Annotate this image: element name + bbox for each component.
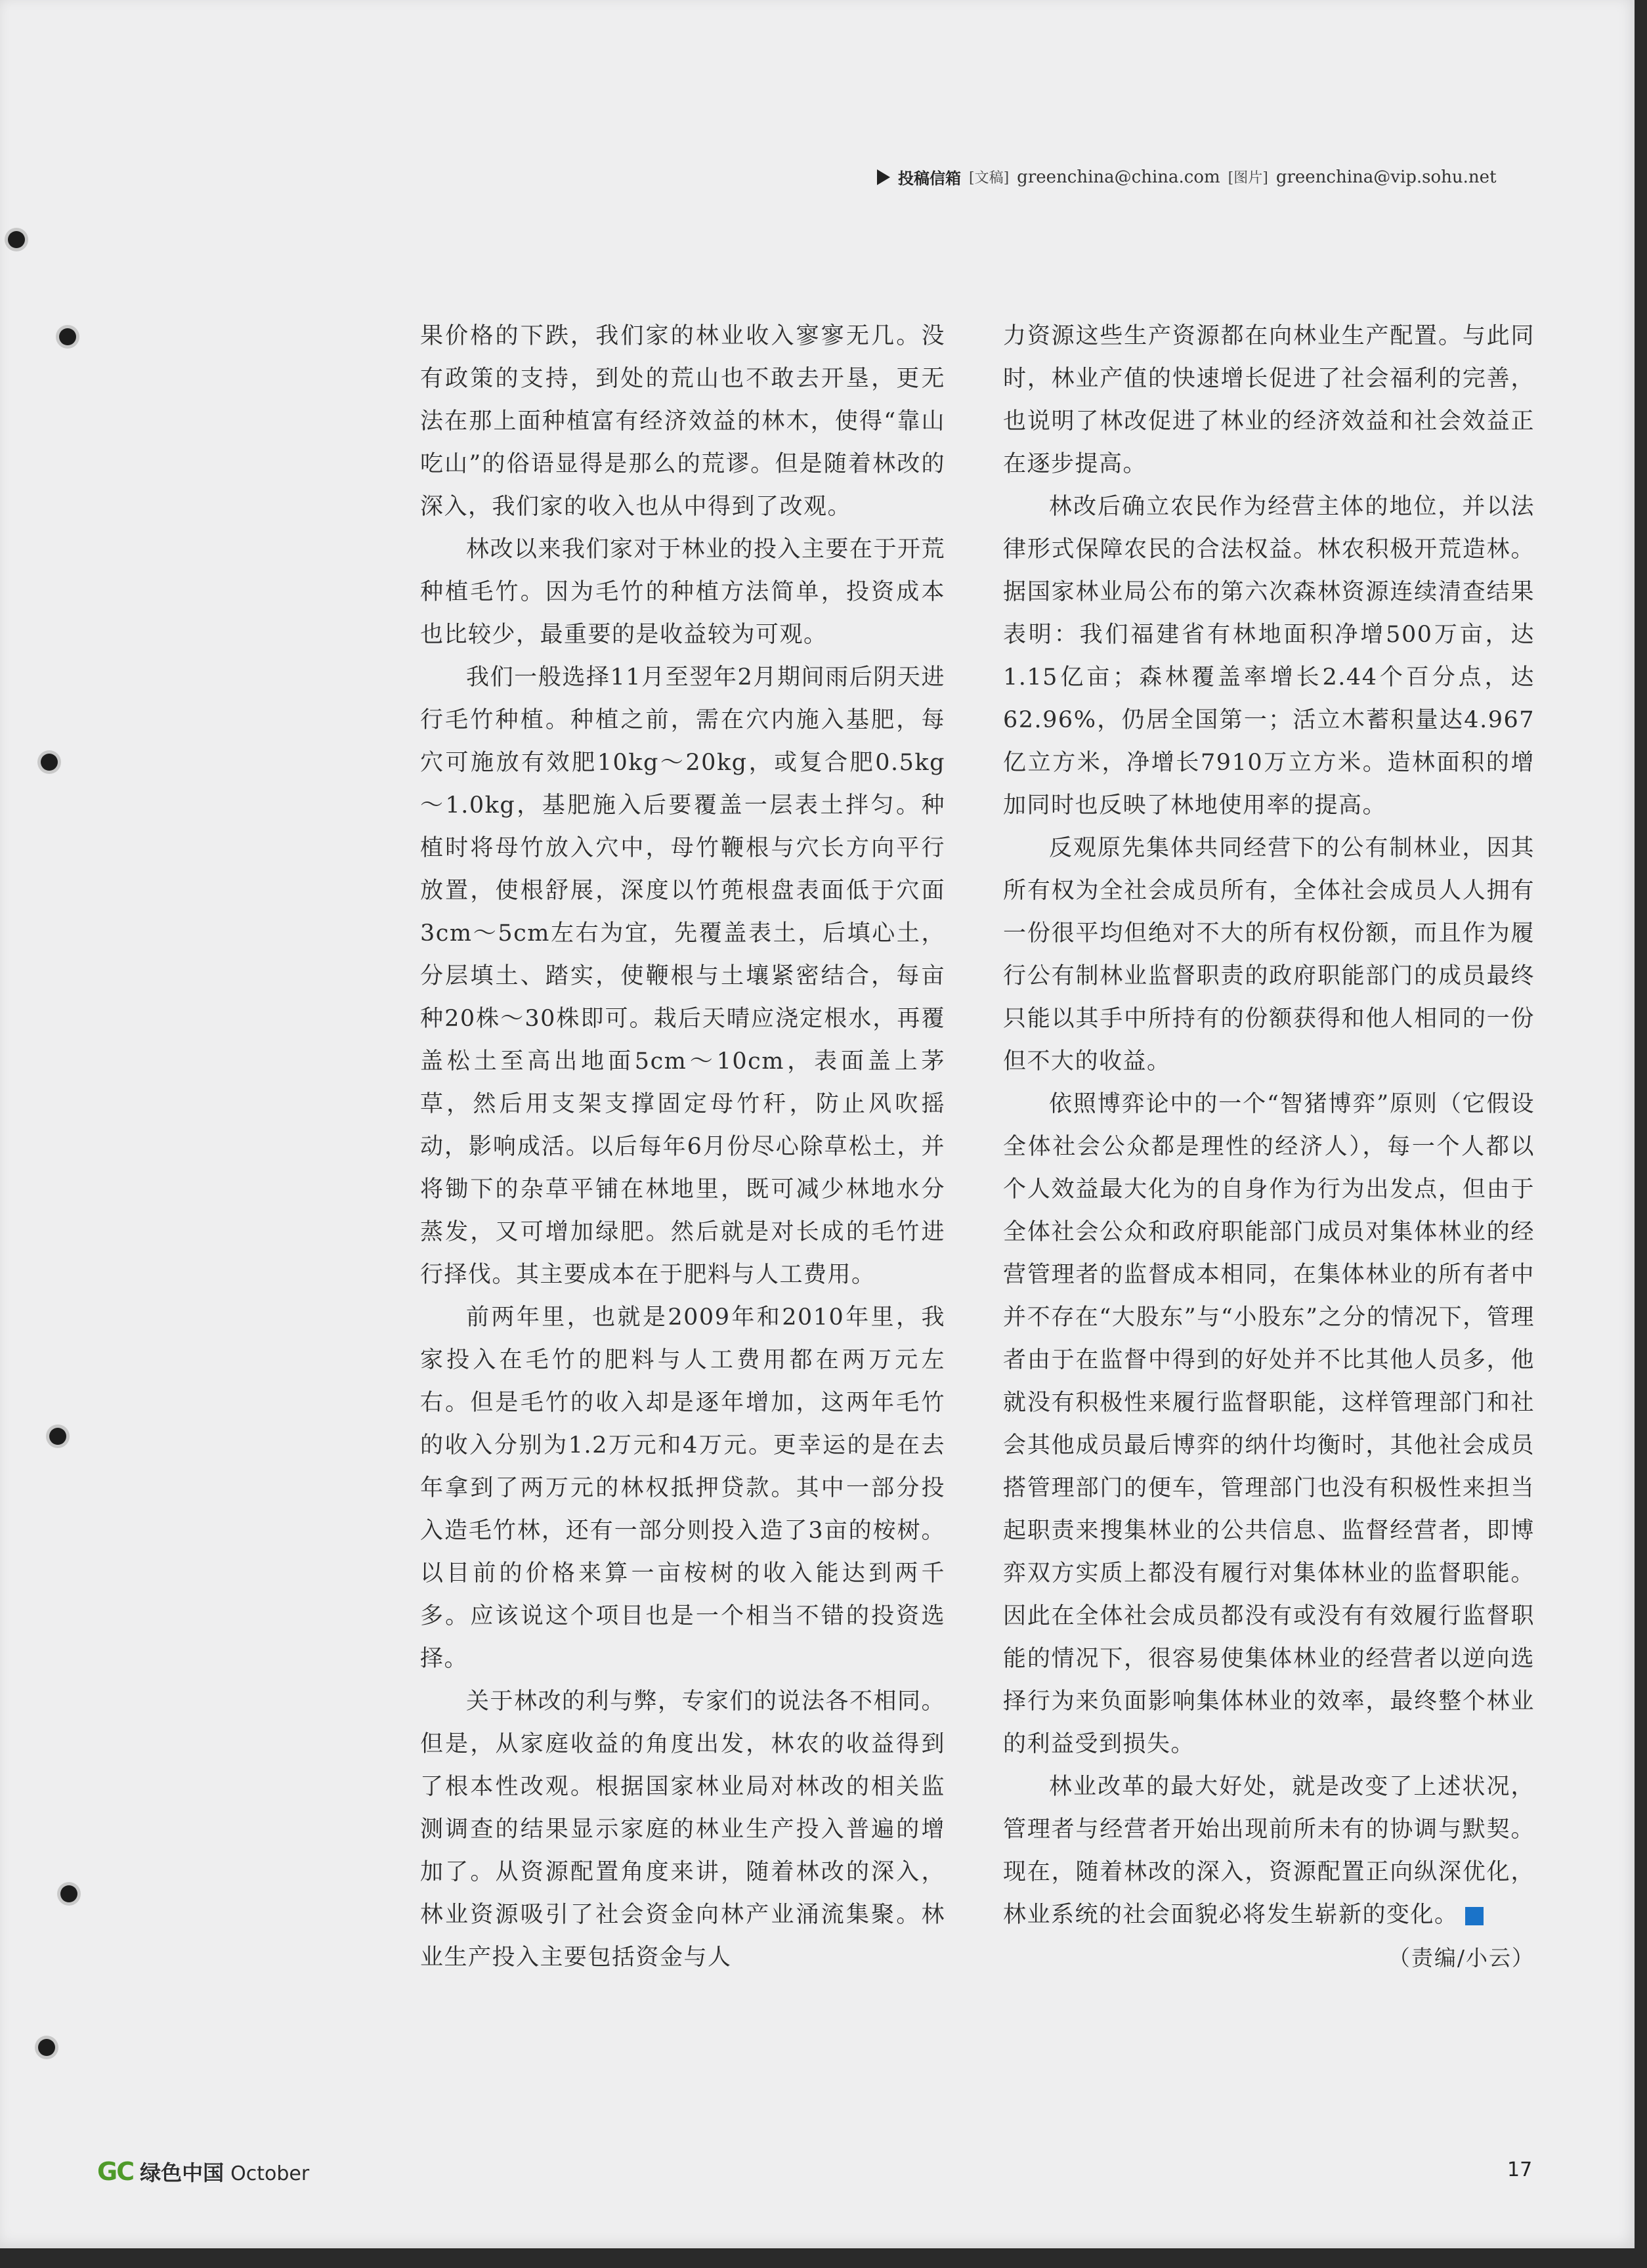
end-of-article-mark [1465, 1907, 1484, 1925]
paragraph: 林改以来我们家对于林业的投入主要在于开荒种植毛竹。因为毛竹的种植方法简单，投资成本也比较少，最重要的是收益较为可观。 [420, 536, 946, 648]
triangle-right-icon [877, 169, 890, 185]
binder-hole [59, 328, 76, 345]
issue-month: October [230, 2162, 310, 2185]
paragraph: 反观原先集体共同经营下的公有制林业，因其所有权为全社会成员所有，全体社会成员人人拥有一份很平均但绝对不大的所有权份额，而且作为履行公有制林业监督职责的政府职能部门的成员最终只能以其手中所持有的份额获得和他人相同的一份但不大的收益。 [1003, 835, 1535, 1075]
final-paragraph [1003, 1766, 1535, 1971]
page-number: 17 [1507, 2158, 1533, 2181]
submission-header [877, 165, 1533, 188]
paragraph: 依照博弈论中的一个“智猪博弈”原则（它假设全体社会公众都是理性的经济人），每一个人都以个人效益最大化为的自身作为行为出发点，但由于全体社会公众和政府职能部门成员对集体林业的经营管理者的监督成本相同，在集体林业的所有者中并不存在“大股东”与“小股东”之分的情况下，管理者由于在监督中得到的好处并不比其他人员多，他就没有积极性来履行监督职能，这样管理部门和社会其他成员最后博弈的纳什均衡时，其他社会成员搭管理部门的便车，管理部门也没有积极性来担当起职责来搜集林业的公共信息、监督经营者，即博弈双方实质上都没有履行对集体林业的监督职能。因此在全体社会成员都没有或没有有效履行监督职能的情况下，很容易使集体林业的经营者以逆向选择行为来负面影响集体林业的效率，最终整个林业的利益受到损失。 [1003, 1091, 1535, 1757]
paragraph: 林改后确立农民作为经营主体的地位，并以法律形式保障农民的合法权益。林农积极开荒造林。据国家林业局公布的第六次森林资源连续清查结果表明：我们福建省有林地面积净增500万亩，达1.15亿亩；森林覆盖率增长2.44个百分点，达62.96%，仍居全国第一；活立木蓄积量达4.967亿立方米，净增长7910万立方米。造林面积的增加同时也反映了林地使用率的提高。 [1003, 494, 1535, 819]
text-email: greenchina@china.com [1017, 167, 1220, 187]
binder-hole [38, 2039, 55, 2056]
binder-hole [49, 1428, 66, 1445]
text-tag: [文稿] [969, 170, 1010, 186]
paragraph: 前两年里，也就是2009年和2010年里，我家投入在毛竹的肥料与人工费用都在两万元左右。但是毛竹的收入却是逐年增加，这两年毛竹的收入分别为1.2万元和4万元。更幸运的是在去年拿到了两万元的林权抵押贷款。其中一部分投入造毛竹林，还有一部分则投入造了3亩的桉树。以目前的价格来算一亩桉树的收入能达到两千多。应该说这个项目也是一个相当不错的投资选择。 [420, 1304, 945, 1672]
article-column-right [1003, 315, 1535, 1979]
editor-note: （责编/小云） [1388, 1945, 1535, 1971]
image-email: greenchina@vip.sohu.net [1275, 167, 1497, 187]
paragraph-text: 林业改革的最大好处，就是改变了上述状况，管理者与经营者开始出现前所未有的协调与默契。现在，随着林改的深入，资源配置正向纵深优化，林业系统的社会面貌必将发生崭新的变化。 [1003, 1774, 1535, 1928]
binder-hole [60, 1885, 77, 1902]
footer-brand [97, 2156, 309, 2187]
magazine-logo: GC [97, 2157, 134, 2186]
submission-label: 投稿信箱 [898, 169, 961, 188]
image-tag: [图片] [1228, 170, 1268, 186]
paragraph: 关于林改的利与弊，专家们的说法各不相同。但是，从家庭收益的角度出发，林农的收益得到了根本性改观。根据国家林业局对林改的相关监测调查的结果显示家庭的林业生产投入普遍的增加了。从资源配置角度来讲，随着林改的深入，林业资源吸引了社会资金向林产业涌流集聚。林业生产投入主要包括资金与人 [420, 1688, 946, 1971]
binder-hole [41, 754, 58, 771]
paragraph: 果价格的下跌，我们家的林业收入寥寥无几。没有政策的支持，到处的荒山也不敢去开垦，更无法在那上面种植富有经济效益的林木，使得“靠山吃山”的俗语显得是那么的荒谬。但是随着林改的深入，我们家的收入也从中得到了改观。 [420, 323, 945, 520]
paragraph: 力资源这些生产资源都在向林业生产配置。与此同时，林业产值的快速增长促进了社会福利的完善，也说明了林改促进了林业的经济效益和社会效益正在逐步提高。 [1003, 323, 1535, 477]
magazine-title: 绿色中国 [140, 2160, 225, 2185]
article-column-left [420, 315, 945, 1979]
binder-hole [8, 231, 25, 248]
paragraph: 我们一般选择11月至翌年2月期间雨后阴天进行毛竹种植。种植之前，需在穴内施入基肥，每穴可施放有效肥10kg～20kg，或复合肥0.5kg～1.0kg，基肥施入后要覆盖一层表土拌匀。种植时将母竹放入穴中，母竹鞭根与穴长方向平行放置，使根舒展，深度以竹蔸根盘表面低于穴面3cm～5cm左右为宜，先覆盖表土，后填心土，分层填土、踏实，使鞭根与土壤紧密结合，每亩种20株～30株即可。栽后天晴应浇定根水，再覆盖松土至高出地面5cm～10cm，表面盖上茅草，然后用支架支撑固定母竹秆，防止风吹摇动，影响成活。以后每年6月份尽心除草松土，并将锄下的杂草平铺在林地里，既可减少林地水分蒸发，又可增加绿肥。然后就是对长成的毛竹进行择伐。其主要成本在于肥料与人工费用。 [420, 664, 945, 1288]
